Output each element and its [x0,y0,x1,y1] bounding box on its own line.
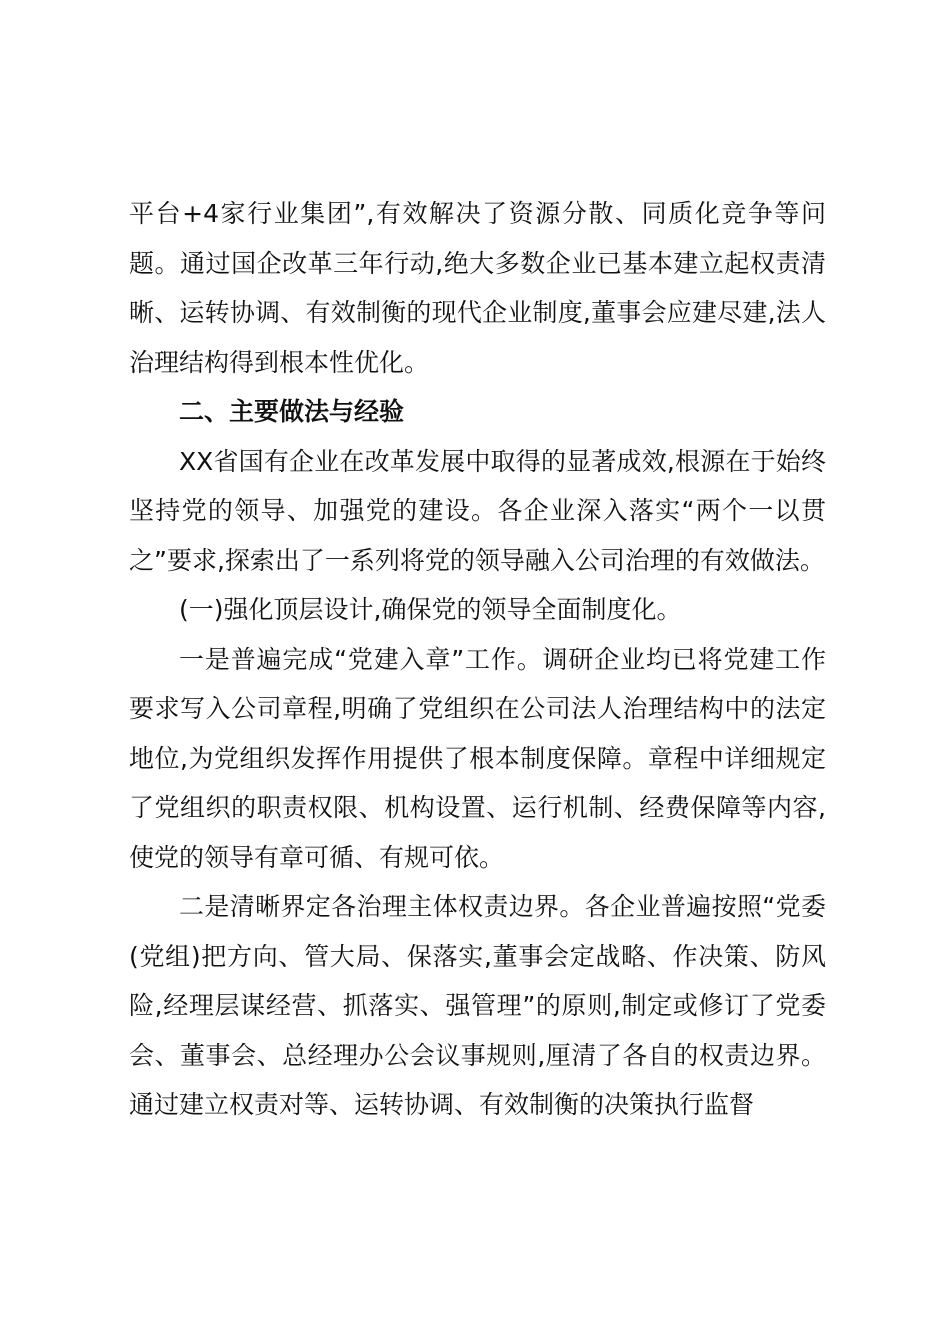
paragraph-point-two: 二是清晰界定各治理主体权责边界。各企业普遍按照“党委(党组)把方向、管大局、保落实,董事会定战略、作决策、防风险,经理层谋经营、抓落实、强管理”的原则,制定或修订了党委会、董事会、总经理办公会议事规则,厘清了各自的权责边界。通过建立权责对等、运转协调、有效制衡的决策执行监督 [129,892,826,1119]
section-heading: 二、主要做法与经验 [179,397,405,426]
document-body [129,189,826,1130]
paragraph-reform-results: 平台+4家行业集团”,有效解决了资源分散、同质化竞争等问题。通过国企改革三年行动,绝大多数企业已基本建立起权责清晰、运转协调、有效制衡的现代企业制度,董事会应建尽建,法人治理结构得到根本性优化。 [129,199,826,377]
paragraph-point-one: 一是普遍完成“党建入章”工作。调研企业均已将党建工作要求写入公司章程,明确了党组织在公司法人治理结构中的法定地位,为党组织发挥作用提供了根本制度保障。章程中详细规定了党组织的职责权限、机构设置、运行机制、经费保障等内容,使党的领导有章可循、有规可依。 [129,644,826,872]
paragraph-practices-intro: XX省国有企业在改革发展中取得的显著成效,根源在于始终坚持党的领导、加强党的建设。各企业深入落实“两个一以贯之”要求,探索出了一系列将党的领导融入公司治理的有效做法。 [129,446,826,575]
subsection-heading: (一)强化顶层设计,确保党的领导全面制度化。 [179,595,682,624]
